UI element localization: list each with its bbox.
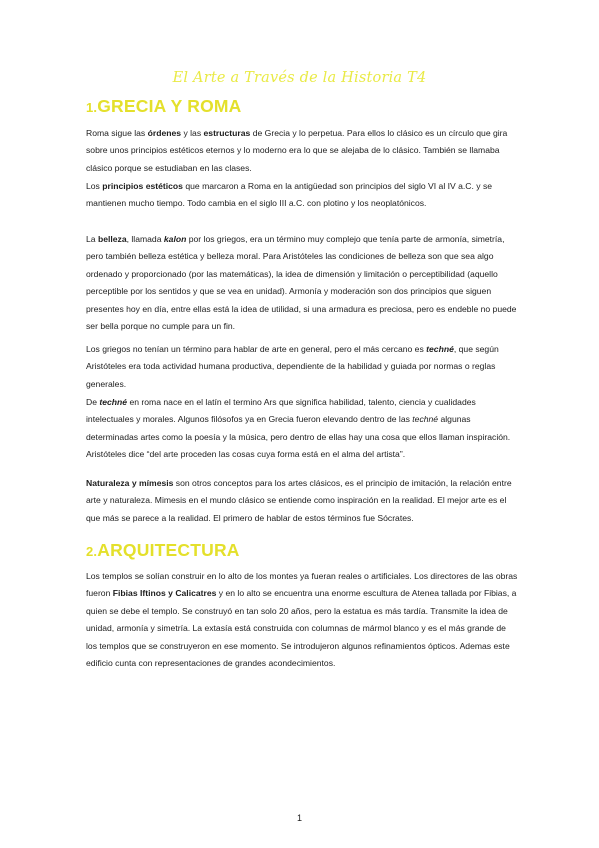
text-run: son otros conceptos para los artes clásicos, es el principio de imitación, la relación entre arte y naturaleza. Mimesis en el mundo clásico se entiende como inspiración en la realidad. El mejor arte es el que más se parece a la realidad. El primero de hablar de estos términos fue Sócrates. xyxy=(86,478,512,523)
bold-term: principios estéticos xyxy=(102,181,183,191)
bold-italic-term: techné xyxy=(99,397,128,407)
text-run: algunas determinadas artes como la poesía y la música, pero dentro de ellas hay una cosa que ellos llaman inspiración. Aristóteles dice “del arte proceden las cosas cuya forma está en el alma del artista”. xyxy=(86,414,511,460)
text-run: Roma sigue las xyxy=(86,128,148,138)
section-heading-arquitectura xyxy=(86,540,240,561)
section-heading-grecia-roma xyxy=(86,96,242,117)
bold-term: belleza xyxy=(97,234,127,244)
paragraph-templos xyxy=(86,568,518,672)
text-run: por los griegos, era un término muy complejo que tenía parte de armonía, simetría, pero también belleza estética y belleza moral. Para Aristóteles las condiciones de belleza son que sea algo ordenado y proporcionado (por las matemáticas), la idea de dimensión y limitación o perceptibilidad (aquello perceptible por los sentidos y que se vea en unidad). Armonía y moderación son dos principios que siguen presentes hoy en día, entre ellas está la idea de utilidad, si una armadura es preciosa, pero es endeble no puede ser bella porque no cumple para un fin. xyxy=(86,234,517,332)
bold-term: Fibias Iftinos y Calicatres xyxy=(112,588,217,599)
text-run: y en lo alto se encuentra una enorme escultura de Atenea tallada por Fibias, a quien se debe el templo. Se construyó en tan solo 20 años, pero la estatua es más tardía. Transmite la idea de unidad, armonía y simetría. La extasía está construida con columnas de mármol blanco y es el más grande de los templos que se construyeron en ese momento. Se introdujeron algunos refinamientos ópticos. Ademas este edificio cunta con representaciones de grandes acondecimientos. xyxy=(86,588,517,669)
paragraph-mimesis xyxy=(86,475,518,527)
paragraph-ars xyxy=(86,394,518,464)
text-run: de Grecia y lo perpetua. Para ellos lo clásico es un círculo que gira sobre unos principios estéticos eternos y lo moderno era lo que se alejaba de lo clásico. También se llamaba clásico porque se estudiaban en las clases. xyxy=(86,128,508,173)
text-run: Los griegos no tenían un término para hablar de arte en general, pero el más cercano es xyxy=(86,344,427,354)
section-title: GRECIA Y ROMA xyxy=(97,96,242,116)
text-run: que marcaron a Roma en la antigüedad son principios del siglo VI al IV a.C. y se mantienen mucho tiempo. Todo cambia en el siglo III a.C. con plotino y los neoplatónicos. xyxy=(86,181,493,209)
paragraph-ordenes xyxy=(86,125,518,177)
text-run: , que según Aristóteles era toda actividad humana productiva, dependiente de la habilidad y guiada por normas o reglas generales. xyxy=(86,344,499,389)
text-run: y las xyxy=(181,128,204,138)
paragraph-belleza xyxy=(86,231,518,335)
text-run: Los templos se solían construir en lo alto de los montes ya fueran reales o artificiales. Los directores de las obras fueron xyxy=(86,571,518,599)
bold-term: Naturaleza y mímesis xyxy=(86,478,174,488)
section-number: 1. xyxy=(86,100,98,115)
bold-term: estructuras xyxy=(203,128,251,138)
text-run: De xyxy=(86,397,100,407)
paragraph-techne xyxy=(86,341,518,393)
italic-term: techné xyxy=(412,414,439,425)
text-run: Los xyxy=(86,181,103,191)
bold-term: órdenes xyxy=(147,128,182,138)
bold-italic-term: kalon xyxy=(163,234,187,244)
text-run: La xyxy=(86,234,98,244)
document-title: El Arte a Través de la Historia T4 xyxy=(172,70,427,86)
section-title: ARQUITECTURA xyxy=(97,540,240,560)
text-run: , llamada xyxy=(126,234,164,244)
paragraph-principios xyxy=(86,178,518,213)
text-run: en roma nace en el latín el termino Ars que significa habilidad, talento, ciencia y cualidades intelectuales y morales. Algunos filósofos ya en Grecia fueron elevando dentro de las xyxy=(86,397,476,425)
section-number: 2. xyxy=(86,544,98,559)
page-number: 1 xyxy=(296,813,302,823)
bold-italic-term: techné xyxy=(426,344,454,354)
